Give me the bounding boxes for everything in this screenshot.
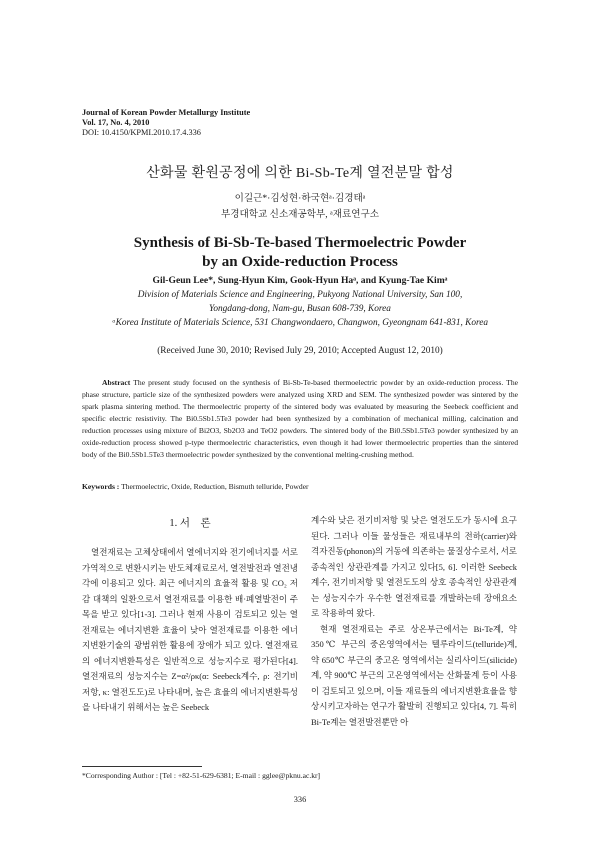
- journal-name: Journal of Korean Powder Metallurgy Institute: [82, 108, 251, 117]
- page-number: 336: [293, 795, 307, 804]
- korean-title: 산화물 환원공정에 의한 Bi-Sb-Te계 열전분말 합성: [146, 166, 454, 181]
- journal-doi: DOI: 10.4150/KPMI.2010.17.4.336: [82, 128, 201, 138]
- right-paragraph-1: 계수와 낮은 전기비저항 및 낮은 열전도도가 동시에 요구된다. 그러나 이들 물성들은 재료내부의 전하(carrier)와 격자진동(phonon)의 거동에 의존하는 물질상수로서, 서로 종속적인 상관관계를 가지고 있다[5, 6]. 이러한 Seebeck 계수, 전기비저항 및 열전도도의 상호 종속적인 상관관계는 성능지수가 우수한 열전재료를 개발하는데 장애요소로 작용하여 왔다.: [311, 515, 518, 618]
- received-dates: (Received June 30, 2010; Revised July 29, 2010; Accepted August 12, 2010): [157, 346, 443, 356]
- abstract-text-3: powder synthesized by an oxide-reduction process showed p-type thermoelectric characteristics, even though it had lower thermoelectric properties than the sintered body of the: [82, 426, 518, 460]
- section-heading-introduction: 1. 서 론: [169, 518, 211, 529]
- left-column: [82, 545, 298, 716]
- left-paragraph-1: 열전재료는 고체상태에서 열에너지와 전기에너지를 서로 가역적으로 변환시키는 반도체재료로서, 열전발전과 열전냉각에 이용되고 있다. 최근 에너지의 효율적 활용 및 CO₂ 저감 대책의 일환으로서 열전재료를 이용한 배·폐열발전이 주목을 받고 있다[1-3]. 그러나 현재 사용이 검토되고 있는 열전재료는 에너지변환 효율이 낮아 열전재료를 이용한 에너지변환기술의 광범위한 활용에 장애가 되고 있다. 열전재료의 에너지변환특성은 일반적으로 성능지수로 평가된다[4]. 열전재료의 성능지수는 Z=α²/ρκ(α: Seebeck계수, ρ: 전기비저항, κ: 열전도도)로 나타내며, 높은 효율의 에너지변환특성을 나타내기 위해서는 높은 Seebeck: [82, 547, 298, 712]
- affiliation-line-2: Yongdang-dong, Nam-gu, Busan 608-739, Korea: [209, 304, 391, 314]
- english-authors: Gil-Geun Lee*, Sung-Hyun Kim, Gook-Hyun Haᵃ, and Kyung-Tae Kimᵃ: [152, 275, 448, 286]
- affiliation-line-3: ᵃKorea Institute of Materials Science, 531 Changwondaero, Changwon, Gyeongnam 641-831, Korea: [111, 318, 489, 328]
- right-column: [311, 513, 517, 730]
- abstract-label: Abstract: [102, 378, 131, 387]
- right-paragraph-2: 현재 열전재료는 주로 상온부근에서는 Bi-Te계, 약 350℃ 부근의 중온영역에서는 텔루라이드(telluride)계, 약 650℃ 부근의 중고온 영역에서는 실리사이드(silicide)계, 약 900℃ 부근의 고온영역에서는 산화물계 등이 사용이 검토되고 있으며, 이들 재료들의 에너지변환효율을 향상시키고자하는 연구가 활발히 진행되고 있다[4, 7]. 특히 Bi-Te계는 열전발전뿐만 아: [311, 623, 517, 727]
- abstract-text-4: thermoelectric powder synthesized by the conventional melting-crushing method.: [163, 450, 414, 460]
- corresponding-author-footnote: *Corresponding Author : [Tel : +82-51-629-6381; E-mail : gglee@pknu.ac.kr]: [82, 771, 321, 780]
- abstract-text-2: powder had been synthesized by a combination of mechanical milling, calcination and reduction processes using mixture of Bi2O3, Sb2O3 and TeO2 powders. The sintered body of the: [82, 414, 518, 436]
- journal-header: [82, 108, 250, 139]
- korean-affiliation: 부경대학교 신소재공학부, ᵃ재료연구소: [220, 209, 380, 220]
- footnote-rule: [82, 766, 202, 767]
- korean-authors: 이길근*·김성현·하국현ᵃ·김경태ᵃ: [234, 193, 366, 204]
- english-title-line-2: by an Oxide-reduction Process: [202, 254, 398, 270]
- keywords: [82, 482, 518, 491]
- abstract-formula-2: Bi0.5Sb1.5Te3: [389, 426, 435, 436]
- english-title-line-1: Synthesis of Bi-Sb-Te-based Thermoelectric Powder: [133, 235, 467, 251]
- english-affiliations: [0, 288, 600, 330]
- abstract-formula-3: Bi0.5Sb1.5Te3: [118, 450, 164, 460]
- abstract-text-1: The present study focused on the synthesis of Bi-Sb-Te-based thermoelectric powder by an oxide-reduction process. The phase structure, particle size of the synthesized powders were analyzed using XRD and SEM. The synthesized powder was sintered by the spark plasma sintering method. The thermoelectric property of the sintered body was evaluated by measuring the Seebeck coefficient and specific electric resistivity. The: [82, 378, 518, 424]
- affiliation-line-1: Division of Materials Science and Engineering, Pukyong National University, San 100,: [137, 290, 463, 300]
- journal-volume: Vol. 17, No. 4, 2010: [82, 118, 150, 128]
- keywords-label: Keywords :: [82, 482, 120, 491]
- abstract-formula-1: Bi0.5Sb1.5Te3: [186, 414, 232, 424]
- keywords-text: Thermoelectric, Oxide, Reduction, Bismuth telluride, Powder: [121, 482, 309, 491]
- english-title: [0, 234, 600, 272]
- abstract: [82, 377, 518, 461]
